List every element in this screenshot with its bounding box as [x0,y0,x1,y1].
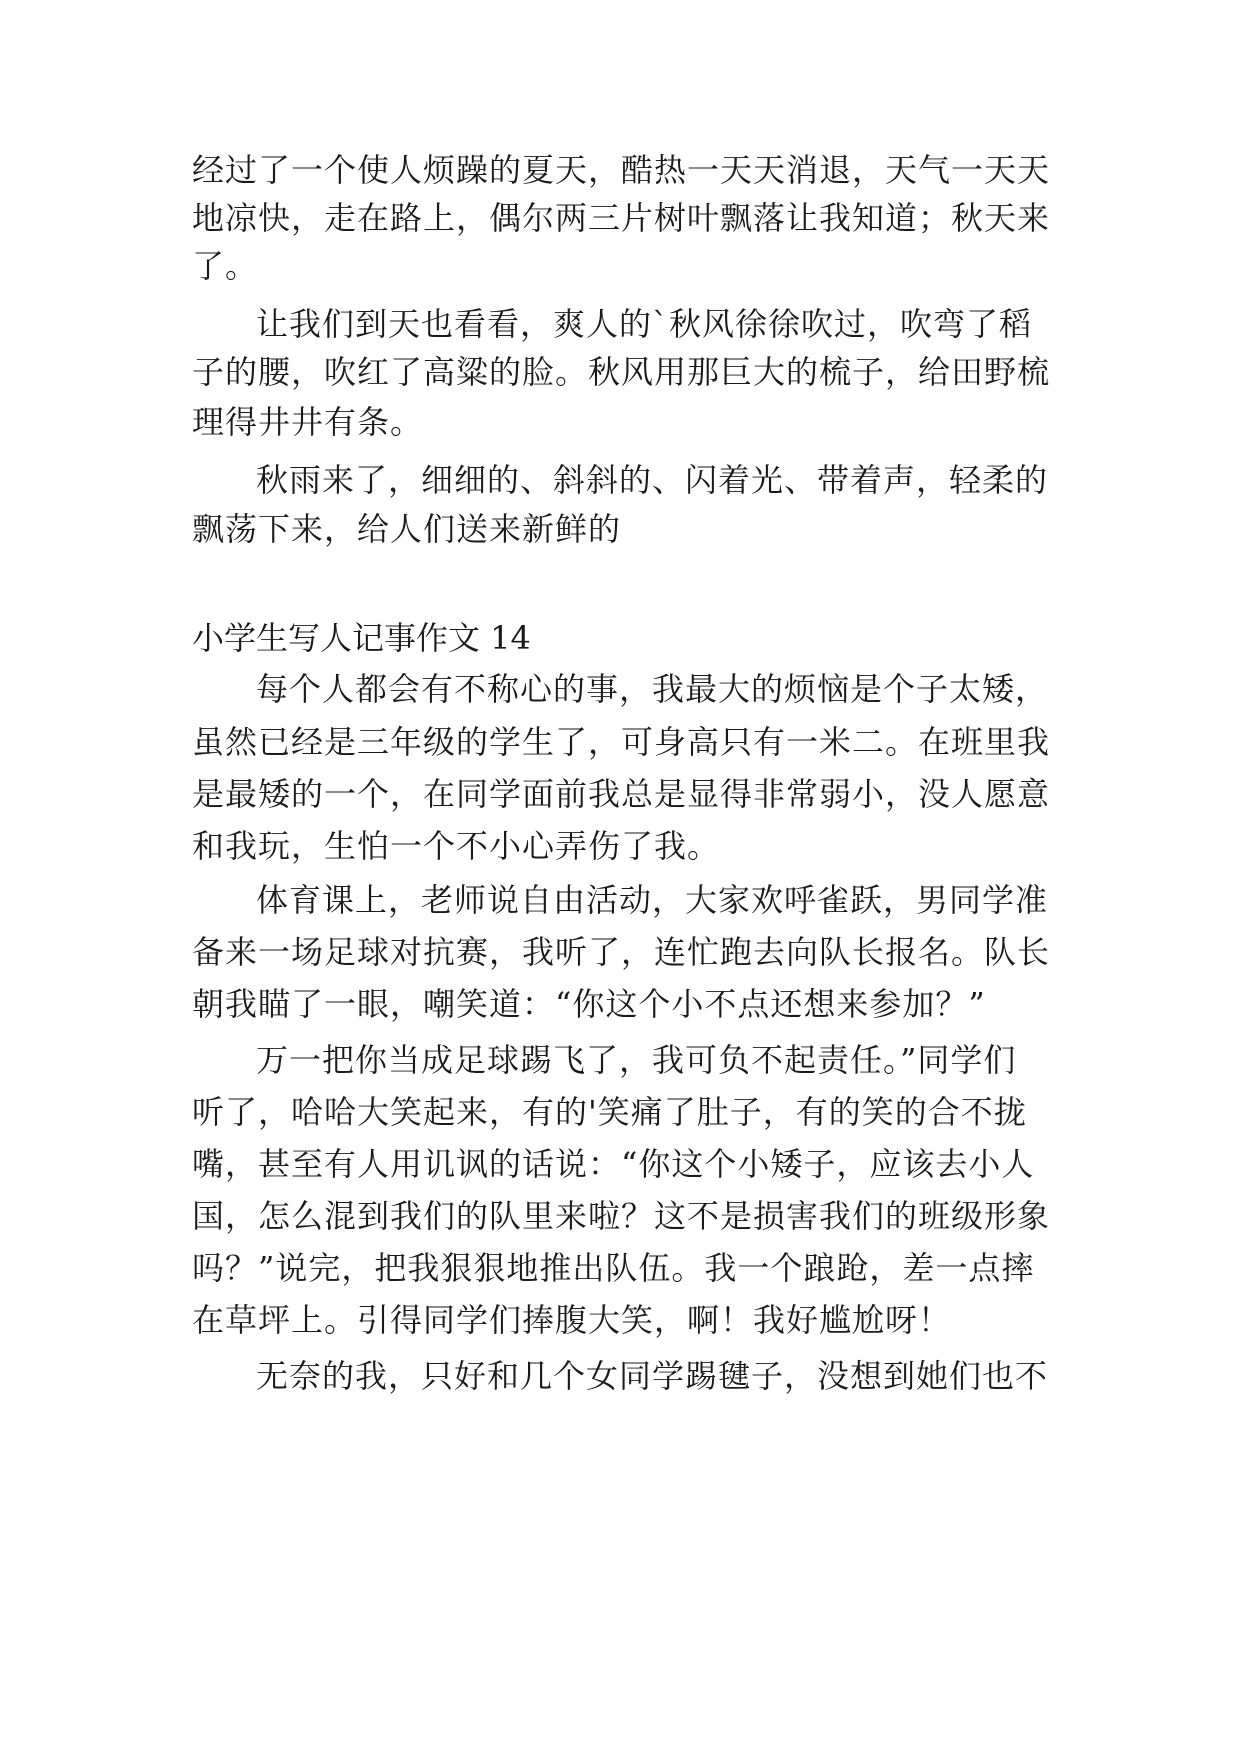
paragraph-line: 理得井井有条。 [192,403,424,441]
paragraph-line: 了。 [192,247,259,285]
paragraph-line: 和我玩，生怕一个不小心弄伤了我。 [192,827,721,865]
paragraph-line: 听了，哈哈大笑起来，有的'笑痛了肚子，有的笑的合不拢 [192,1093,1027,1131]
essay-title: 小学生写人记事作文 14 [192,619,531,657]
paragraph-line: 无奈的我，只好和几个女同学踢毽子，没想到她们也不 [256,1357,1049,1395]
paragraph-line: 备来一场足球对抗赛，我听了，连忙跑去向队长报名。队长 [192,933,1051,971]
paragraph-line: 嘴，甚至有人用讥讽的话说：“你这个小矮子，应该去小人 [192,1145,1035,1183]
paragraph-line: 体育课上，老师说自由活动，大家欢呼雀跃，男同学准 [256,881,1049,919]
paragraph-line: 吗？”说完，把我狠狠地推出队伍。我一个踉跄，差一点摔 [192,1249,1035,1287]
paragraph-line: 虽然已经是三年级的学生了，可身高只有一米二。在班里我 [192,723,1051,761]
paragraph-line: 让我们到天也看看，爽人的`秋风徐徐吹过，吹弯了稻 [256,305,1033,343]
paragraph-line: 万一把你当成足球踢飞了，我可负不起责任。”同学们 [256,1041,1017,1079]
paragraph-line: 经过了一个使人烦躁的夏天，酷热一天天消退，天气一天天 [192,151,1051,189]
paragraph-line: 子的腰，吹红了高粱的脸。秋风用那巨大的梳子，给田野梳 [192,353,1051,391]
paragraph-line: 秋雨来了，细细的、斜斜的、闪着光、带着声，轻柔的 [256,461,1049,499]
paragraph-line: 是最矮的一个，在同学面前我总是显得非常弱小，没人愿意 [192,775,1051,813]
paragraph-line: 飘荡下来，给人们送来新鲜的 [192,510,622,548]
paragraph-line: 地凉快，走在路上，偶尔两三片树叶飘落让我知道；秋天来 [192,199,1051,237]
paragraph-line: 每个人都会有不称心的事，我最大的烦恼是个子太矮， [256,670,1049,708]
paragraph-line: 朝我瞄了一眼，嘲笑道：“你这个小不点还想来参加？” [192,985,986,1023]
paragraph-line: 国，怎么混到我们的队里来啦？这不是损害我们的班级形象 [192,1197,1051,1235]
paragraph-line: 在草坪上。引得同学们捧腹大笑，啊！我好尴尬呀！ [192,1301,952,1339]
